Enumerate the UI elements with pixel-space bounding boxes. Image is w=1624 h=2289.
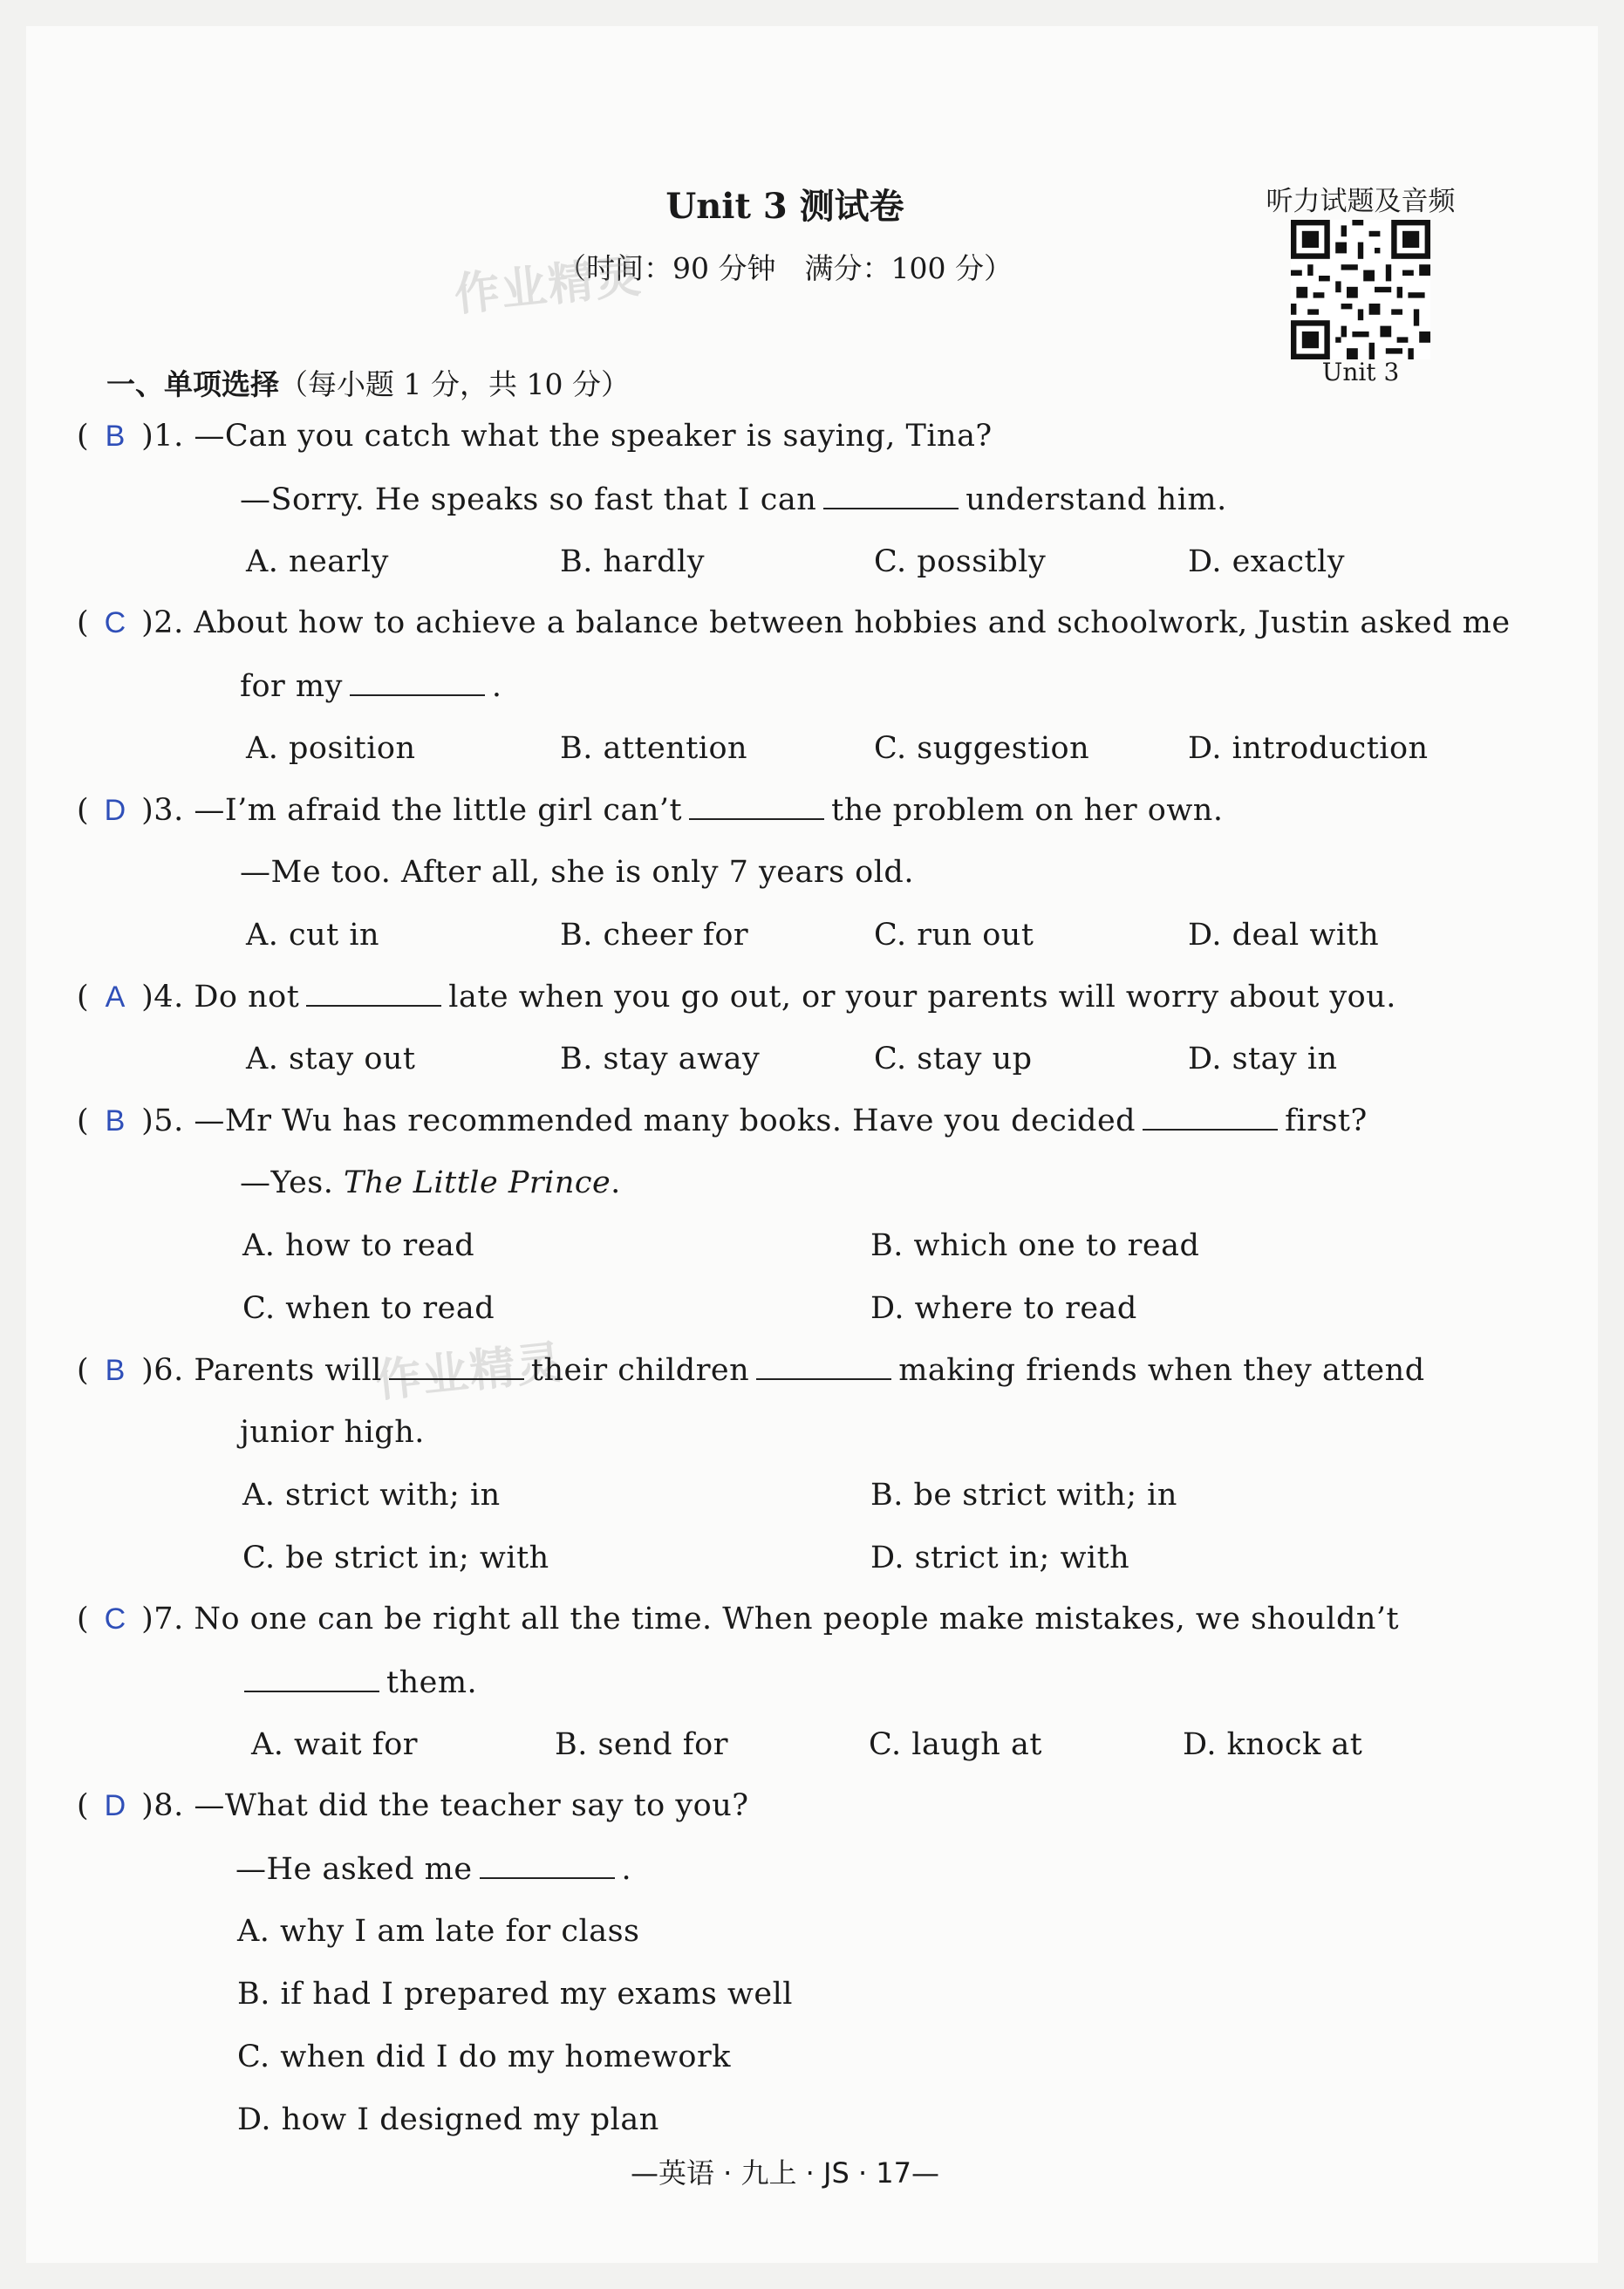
question-4: ( A )4. Do not late when you go out, or your parents will worry about you. <box>77 980 1396 1015</box>
option-b: B. cheer for <box>560 918 749 953</box>
question-6: ( B )6. Parents will their children making friends when they attend <box>77 1353 1425 1388</box>
option-b: B. be strict with; in <box>870 1478 1177 1513</box>
option-d: D. where to read <box>870 1291 1137 1326</box>
answer-8: D <box>104 1789 126 1822</box>
answer-6: B <box>105 1354 126 1387</box>
option-d: D. strict in; with <box>870 1541 1130 1575</box>
option-c: C. suggestion <box>874 731 1090 766</box>
page-title: Unit 3 测试卷 <box>665 186 904 227</box>
option-c: C. possibly <box>874 544 1047 579</box>
exam-time-score: （时间：90 分钟 满分：100 分） <box>557 251 1013 285</box>
answer-blank <box>689 792 824 820</box>
question-8: ( D )8. —What did the teacher say to you? <box>77 1788 749 1823</box>
option-b: B. if had I prepared my exams well <box>237 1977 793 2012</box>
option-b: B. stay away <box>560 1042 761 1076</box>
option-d: D. deal with <box>1188 918 1380 953</box>
answer-blank <box>389 1352 524 1380</box>
option-d: D. exactly <box>1188 544 1346 579</box>
section-heading: 一、单项选择（每小题 1 分，共 10 分） <box>106 367 630 401</box>
option-c: C. run out <box>874 918 1034 953</box>
option-b: B. attention <box>560 731 748 766</box>
answer-blank <box>350 668 485 696</box>
answer-1: B <box>105 420 126 453</box>
option-c: C. stay up <box>874 1042 1033 1076</box>
question-7: ( C )7. No one can be right all the time. When people make mistakes, we shouldn’t <box>77 1602 1400 1636</box>
option-a: A. nearly <box>246 544 389 579</box>
question-1-stem: —Can you catch what the speaker is saying, Tina? <box>194 419 993 454</box>
option-a: A. position <box>246 731 416 766</box>
option-c: C. when to read <box>242 1291 495 1326</box>
watermark: 作业精灵 <box>373 1336 567 1409</box>
option-a: A. why I am late for class <box>237 1914 640 1949</box>
option-a: A. cut in <box>246 918 380 953</box>
answer-7: C <box>104 1602 126 1636</box>
answer-4: A <box>105 981 126 1014</box>
answer-2: C <box>104 606 126 639</box>
exam-page: Unit 3 测试卷 （时间：90 分钟 满分：100 分） 听力试题及音频 Unit 3 作业精灵 作业精灵 一、单项选择（每小题 1 分，共 10 分） ( B )1. —Can you catch what the speaker is saying, Tina? —Sorry. He speaks so fast that I can understand him. A. nearly B. hardly C. possibly D. exactly ( C )2. About how to achieve a balance between hobbies and schoolwork, Justin asked me for my . A. position B. attention C. suggestion D. introduction ( D )3. —I’m afraid the little girl can’t the problem on her own. —Me too. After all, she is only 7 years old. A. cut in B. cheer for C. run out D. deal with ( A )4. Do not late when you go out, or your parents will worry about you. A. stay out B. stay away C. stay up D. stay in ( B )5. —Mr Wu has recommended many books. Have you decided first? —Yes. The Little Prince. A. how to read B. which one to read C. when to read D. where to read ( B )6. Parents will their children making friends when they attend junior high. A. strict with; in B. be strict with; in C. be strict in; with D. strict in; with ( C )7. No one can be right all the time. When people make mistakes, we shouldn’t them. A. wait for B. send for C. laugh at D. knock at ( D )8. —What did the teacher say to you? —He asked me . A. why I am late for class B. if had I prepared my exams well C. when did I do my homework D. how I designed my plan —英语 · 九上 · JS · 17— <box>26 26 1598 2263</box>
option-c: C. when did I do my homework <box>237 2040 731 2074</box>
question-5: ( B )5. —Mr Wu has recommended many books. Have you decided first? <box>77 1104 1368 1138</box>
option-a: A. wait for <box>251 1727 418 1762</box>
answer-5: B <box>105 1104 126 1138</box>
option-a: A. strict with; in <box>242 1478 501 1513</box>
option-a: A. stay out <box>246 1042 416 1076</box>
answer-blank <box>244 1664 379 1692</box>
question-2: ( C )2. About how to achieve a balance between hobbies and schoolwork, Justin asked me <box>77 605 1511 640</box>
option-d: D. stay in <box>1188 1042 1338 1076</box>
option-b: B. hardly <box>560 544 705 579</box>
option-a: A. how to read <box>242 1228 475 1263</box>
answer-blank <box>480 1851 615 1879</box>
option-c: C. be strict in; with <box>242 1541 549 1575</box>
qr-label: 听力试题及音频 <box>1266 186 1456 217</box>
book-title: The Little Prince <box>344 1165 611 1200</box>
watermark: 作业精灵 <box>452 249 645 323</box>
option-b: B. send for <box>555 1727 728 1762</box>
answer-blank <box>756 1352 891 1380</box>
option-d: D. how I designed my plan <box>237 2102 659 2137</box>
qr-caption: Unit 3 <box>1321 358 1400 386</box>
section-note: （每小题 1 分，共 10 分） <box>279 367 630 401</box>
option-d: D. introduction <box>1188 731 1429 766</box>
page-footer: —英语 · 九上 · JS · 17— <box>630 2156 940 2190</box>
answer-blank <box>1143 1103 1278 1131</box>
answer-3: D <box>104 794 126 827</box>
section-title: 单项选择 <box>164 367 279 401</box>
answer-blank <box>823 482 959 509</box>
option-c: C. laugh at <box>869 1727 1042 1762</box>
option-b: B. which one to read <box>870 1228 1200 1263</box>
option-d: D. knock at <box>1183 1727 1363 1762</box>
answer-blank <box>306 979 441 1007</box>
question-3: ( D )3. —I’m afraid the little girl can’t the problem on her own. <box>77 793 1224 828</box>
question-1: ( B )1. —Can you catch what the speaker is saying, Tina? <box>77 419 993 454</box>
qr-code[interactable] <box>1291 220 1430 359</box>
